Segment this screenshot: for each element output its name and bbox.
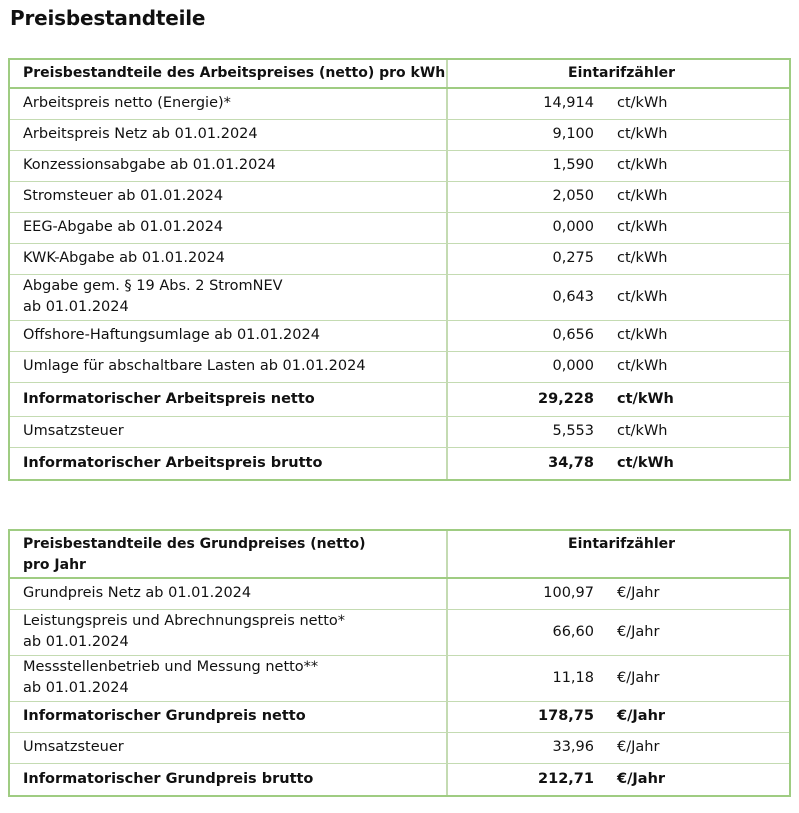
arbeitspreis-row-value: 5,553 — [447, 416, 605, 447]
grundpreis-row-label-line: ab 01.01.2024 — [23, 680, 129, 696]
grundpreis-row-label — [9, 655, 447, 701]
arbeitspreis-row-unit: ct/kWh — [605, 181, 790, 212]
arbeitspreis-row-value: 1,590 — [447, 150, 605, 181]
grundpreis-row-label — [9, 701, 447, 732]
grundpreis-header-label — [9, 530, 447, 578]
arbeitspreis-header-label: Preisbestandteile des Arbeitspreises (netto) pro kWh — [9, 59, 447, 88]
grundpreis-table — [8, 529, 791, 797]
arbeitspreis-table-body — [9, 59, 790, 480]
arbeitspreis-row-label — [9, 274, 447, 320]
arbeitspreis-row-label-line: ab 01.01.2024 — [23, 299, 129, 315]
arbeitspreis-row — [9, 181, 790, 212]
grundpreis-row-label-line: Grundpreis Netz ab 01.01.2024 — [23, 585, 252, 602]
grundpreis-row-value: 100,97 — [447, 578, 605, 609]
arbeitspreis-row-label — [9, 351, 447, 382]
arbeitspreis-row — [9, 320, 790, 351]
arbeitspreis-row-label — [9, 88, 447, 119]
grundpreis-row-label — [9, 578, 447, 609]
arbeitspreis-row — [9, 274, 790, 320]
grundpreis-row-unit: €/Jahr — [605, 609, 790, 655]
arbeitspreis-row-unit: ct/kWh — [605, 416, 790, 447]
grundpreis-header-label-line: pro Jahr — [23, 557, 86, 573]
arbeitspreis-row-label-line: Abgabe gem. § 19 Abs. 2 StromNEV — [23, 278, 283, 294]
arbeitspreis-row — [9, 243, 790, 274]
grundpreis-header-row — [9, 530, 790, 578]
arbeitspreis-row-value: 2,050 — [447, 181, 605, 212]
arbeitspreis-row-unit: ct/kWh — [605, 212, 790, 243]
grundpreis-row — [9, 763, 790, 796]
arbeitspreis-row-label — [9, 447, 447, 480]
arbeitspreis-row-label — [9, 243, 447, 274]
grundpreis-row-unit: €/Jahr — [605, 701, 790, 732]
arbeitspreis-row-label — [9, 181, 447, 212]
arbeitspreis-row-unit: ct/kWh — [605, 447, 790, 480]
arbeitspreis-row-unit: ct/kWh — [605, 351, 790, 382]
arbeitspreis-row-unit: ct/kWh — [605, 88, 790, 119]
grundpreis-row-unit: €/Jahr — [605, 578, 790, 609]
arbeitspreis-row-label-line: Arbeitspreis Netz ab 01.01.2024 — [23, 126, 258, 142]
grundpreis-row — [9, 578, 790, 609]
arbeitspreis-row-label-line: Informatorischer Arbeitspreis brutto — [23, 454, 323, 471]
arbeitspreis-row-unit: ct/kWh — [605, 119, 790, 150]
grundpreis-row-value: 11,18 — [447, 655, 605, 701]
arbeitspreis-row-label — [9, 320, 447, 351]
arbeitspreis-row — [9, 447, 790, 480]
grundpreis-row-label-line: Informatorischer Grundpreis netto — [23, 708, 306, 724]
arbeitspreis-row-label-line: Stromsteuer ab 01.01.2024 — [23, 188, 224, 204]
grundpreis-header-label-line: Preisbestandteile des Grundpreises (netto) — [23, 536, 366, 552]
arbeitspreis-row-label — [9, 382, 447, 416]
grundpreis-row-unit: €/Jahr — [605, 763, 790, 796]
arbeitspreis-row-value: 14,914 — [447, 88, 605, 119]
arbeitspreis-row-value: 0,643 — [447, 274, 605, 320]
grundpreis-table-body — [9, 530, 790, 796]
arbeitspreis-row-label-line: Umsatzsteuer — [23, 423, 124, 439]
arbeitspreis-row-value: 0,000 — [447, 212, 605, 243]
arbeitspreis-row-label-line: Umlage für abschaltbare Lasten ab 01.01.2024 — [23, 358, 366, 374]
grundpreis-row — [9, 655, 790, 701]
grundpreis-row-label — [9, 609, 447, 655]
arbeitspreis-row-label-line: EEG-Abgabe ab 01.01.2024 — [23, 219, 224, 235]
arbeitspreis-row — [9, 88, 790, 119]
grundpreis-row-label-line: Informatorischer Grundpreis brutto — [23, 770, 314, 787]
arbeitspreis-row-value: 9,100 — [447, 119, 605, 150]
arbeitspreis-row-label — [9, 416, 447, 447]
arbeitspreis-header-row — [9, 59, 790, 88]
arbeitspreis-row-unit: ct/kWh — [605, 382, 790, 416]
arbeitspreis-row-label-line: Arbeitspreis netto (Energie)* — [23, 95, 231, 112]
grundpreis-row-unit: €/Jahr — [605, 732, 790, 763]
arbeitspreis-row-unit: ct/kWh — [605, 274, 790, 320]
arbeitspreis-row-label — [9, 119, 447, 150]
page-title: Preisbestandteile — [10, 6, 206, 30]
grundpreis-row-label-line: Umsatzsteuer — [23, 739, 124, 755]
arbeitspreis-row — [9, 150, 790, 181]
grundpreis-row-label-line: Leistungspreis und Abrechnungspreis netto* — [23, 613, 346, 629]
grundpreis-row-value: 212,71 — [447, 763, 605, 796]
arbeitspreis-row-value: 0,000 — [447, 351, 605, 382]
arbeitspreis-row-label-line: Konzessionsabgabe ab 01.01.2024 — [23, 157, 276, 173]
grundpreis-row — [9, 732, 790, 763]
arbeitspreis-row — [9, 382, 790, 416]
grundpreis-row-value: 33,96 — [447, 732, 605, 763]
arbeitspreis-row-value: 0,656 — [447, 320, 605, 351]
arbeitspreis-row — [9, 416, 790, 447]
grundpreis-header-column: Eintarifzähler — [447, 530, 790, 578]
grundpreis-row-label — [9, 763, 447, 796]
grundpreis-row-label-line: Messstellenbetrieb und Messung netto** — [23, 659, 319, 675]
grundpreis-row-value: 178,75 — [447, 701, 605, 732]
grundpreis-row-label — [9, 732, 447, 763]
grundpreis-row — [9, 609, 790, 655]
arbeitspreis-header-column: Eintarifzähler — [447, 59, 790, 88]
arbeitspreis-row-label — [9, 212, 447, 243]
grundpreis-row-value: 66,60 — [447, 609, 605, 655]
arbeitspreis-row-label — [9, 150, 447, 181]
arbeitspreis-row-unit: ct/kWh — [605, 150, 790, 181]
grundpreis-row-unit: €/Jahr — [605, 655, 790, 701]
arbeitspreis-row — [9, 119, 790, 150]
arbeitspreis-row-value: 29,228 — [447, 382, 605, 416]
arbeitspreis-row — [9, 212, 790, 243]
arbeitspreis-row-unit: ct/kWh — [605, 243, 790, 274]
arbeitspreis-row — [9, 351, 790, 382]
arbeitspreis-row-label-line: Informatorischer Arbeitspreis netto — [23, 390, 315, 407]
arbeitspreis-row-unit: ct/kWh — [605, 320, 790, 351]
arbeitspreis-row-label-line: KWK-Abgabe ab 01.01.2024 — [23, 250, 225, 266]
grundpreis-row-label-line: ab 01.01.2024 — [23, 634, 129, 650]
arbeitspreis-row-value: 0,275 — [447, 243, 605, 274]
arbeitspreis-row-label-line: Offshore-Haftungsumlage ab 01.01.2024 — [23, 327, 320, 343]
arbeitspreis-row-value: 34,78 — [447, 447, 605, 480]
grundpreis-row — [9, 701, 790, 732]
arbeitspreis-table — [8, 58, 791, 481]
